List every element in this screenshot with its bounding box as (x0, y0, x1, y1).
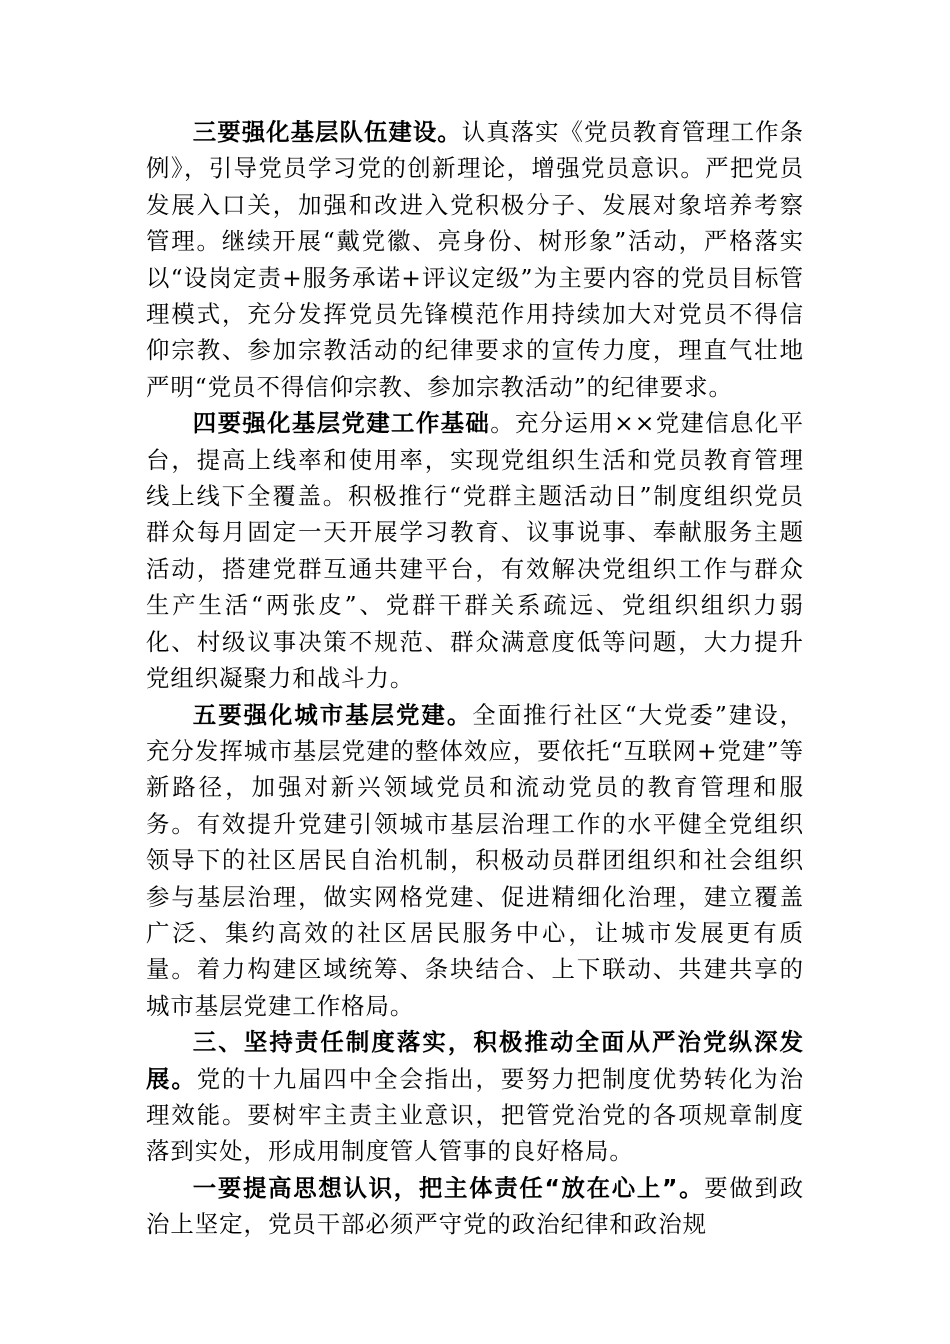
paragraph-responsibility (146, 1170, 804, 1243)
paragraph-section-three (146, 1024, 804, 1170)
paragraph-heading: 三要强化基层队伍建设。 (192, 118, 462, 146)
paragraph-heading: 四要强化基层党建工作基础 (192, 409, 491, 438)
paragraph-text: 全面推行社区“大党委”建设，充分发挥城市基层党建的整体效应，要依托“互联网+党建”等新路径，加强对新兴领域党员和流动党员的教育管理和服务。有效提升党建引领城市基层治理工作的水平健全党组织领导下的社区居民自治机制，积极动员群团组织和社会组织参与基层治理，做实网格党建、促进精细化治理，建立覆盖广泛、集约高效的社区居民服务中心，让城市发展更有质量。着力构建区域统筹、条块结合、上下联动、共建共享的城市基层党建工作格局。 (146, 700, 804, 1020)
paragraph-heading: 五要强化城市基层党建。 (192, 700, 473, 729)
paragraph-text: 党的十九届四中全会指出，要努力把制度优势转化为治理效能。要树牢主责主业意识，把管党治党的各项规章制度落到实处，形成用制度管人管事的良好格局。 (146, 1064, 805, 1166)
paragraph-text: 。充分运用××党建信息化平台，提高上线率和使用率，实现党组织生活和党员教育管理线上线下全覆盖。积极推行“党群主题活动日”制度组织党员群众每月固定一天开展学习教育、议事说事、奉献服务主题活动，搭建党群互通共建平台，有效解决党组织工作与群众生产生活“两张皮”、党群干群关系疏远、党组织组织力弱化、村级议事决策不规范、群众满意度低等问题，大力提升党组织凝聚力和战斗力。 (146, 409, 804, 693)
document-body (146, 114, 804, 1243)
paragraph-text: 认真落实《党员教育管理工作条例》，引导党员学习党的创新理论，增强党员意识。严把党员发展入口关，加强和改进入党积极分子、发展对象培养考察管理。继续开展“戴党徽、亮身份、树形象”活动，严格落实以“设岗定责+服务承诺+评议定级”为主要内容的党员目标管理模式，充分发挥党员先锋模范作用持续加大对党员不得信仰宗教、参加宗教活动的纪律要求的宣传力度，理直气壮地严明“党员不得信仰宗教、参加宗教活动”的纪律要求。 (146, 118, 805, 401)
section-heading: 三、坚持责任制度落实，积极推动全面从严治党纵深发展。 (146, 1028, 804, 1093)
paragraph-heading: 一要提高思想认识，把主体责任“放在心上”。 (192, 1173, 705, 1202)
paragraph-team-building (146, 114, 804, 405)
paragraph-party-foundation (146, 405, 804, 696)
paragraph-urban-party-building (146, 697, 804, 1025)
paragraph-text: 要做到政治上坚定，党员干部必须严守党的政治纪律和政治规 (146, 1173, 804, 1239)
